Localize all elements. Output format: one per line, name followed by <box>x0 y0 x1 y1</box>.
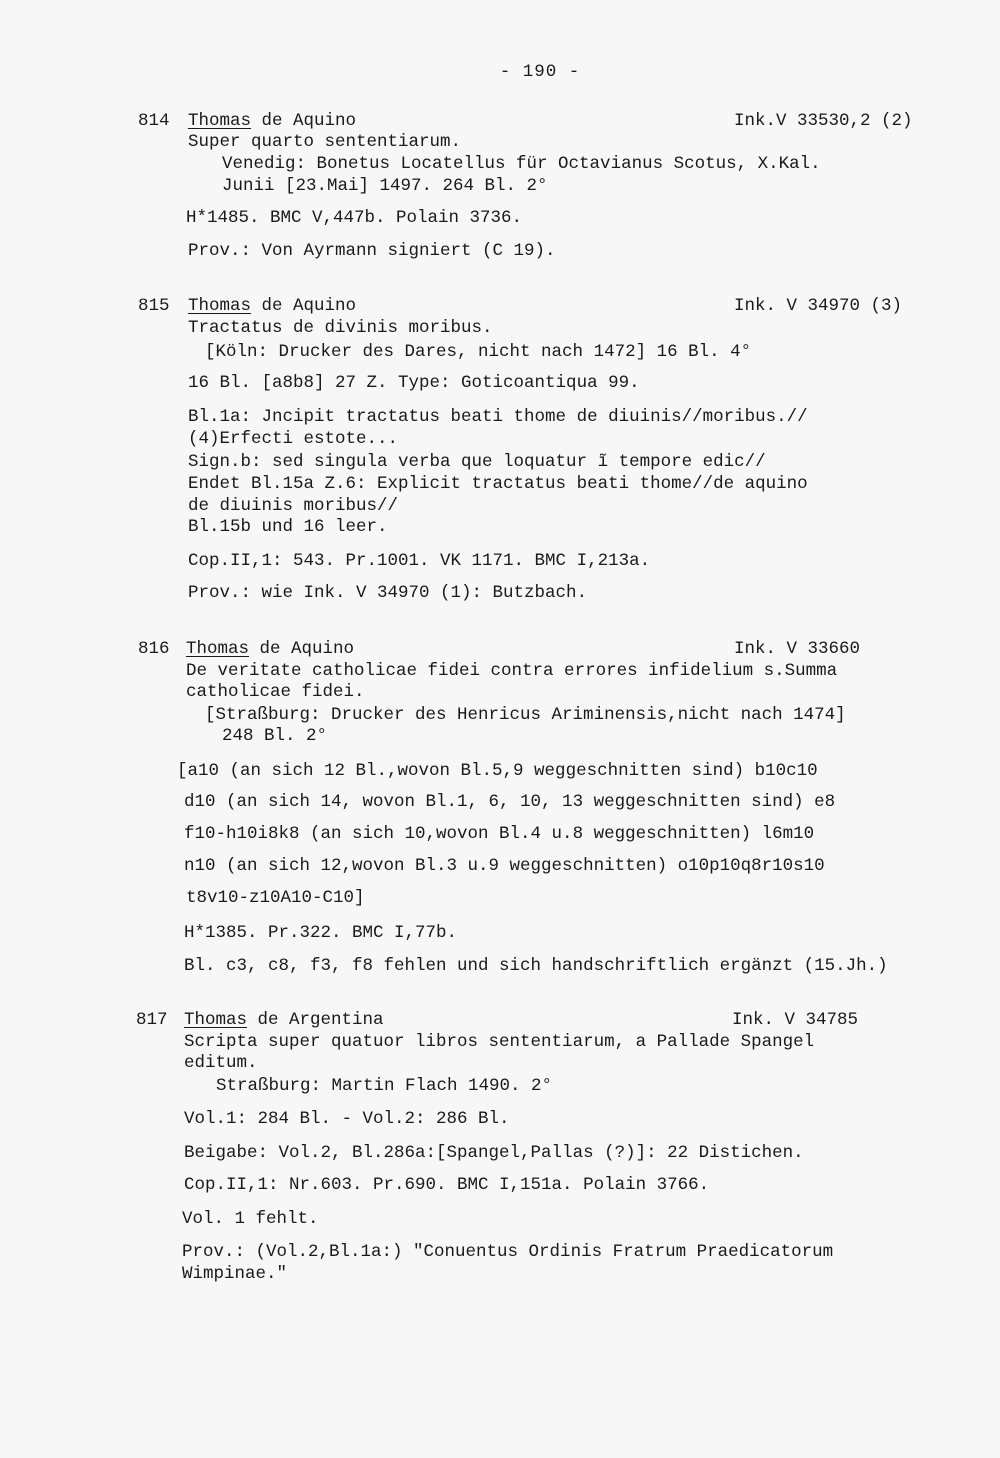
reference-line: Cop.II,1: Nr.603. Pr.690. BMC I,151a. Polain 3766. <box>184 1175 710 1195</box>
note-line: Bl.15b und 16 leer. <box>188 517 388 537</box>
signature-text-line: Sign.b: sed singula verba que loquatur ĩ tempore edic// <box>188 452 766 472</box>
imprint-line: Venedig: Bonetus Locatellus für Octavianus Scotus, X.Kal. <box>222 154 821 174</box>
title-line: Scripta super quatuor libros sententiarum, a Pallade Spangel <box>184 1032 815 1052</box>
imprint-line: 248 Bl. 2° <box>222 726 328 746</box>
reference-line: H*1385. Pr.322. BMC I,77b. <box>184 923 458 943</box>
incipit-line: Bl.1a: Jncipit tractatus beati thome de diuinis//moribus.// <box>188 407 808 427</box>
title-line: Tractatus de divinis moribus. <box>188 318 493 338</box>
title-line: editum. <box>184 1053 258 1073</box>
copy-note-line: Bl. c3, c8, f3, f8 fehlen und sich handschriftlich ergänzt (15.Jh.) <box>184 956 888 976</box>
entry-number: 816 <box>138 639 170 659</box>
imprint-line: [Straßburg: Drucker des Henricus Ariminensis,nicht nach 1474] <box>205 705 846 725</box>
addition-line: Beigabe: Vol.2, Bl.286a:[Spangel,Pallas (?)]: 22 Distichen. <box>184 1143 804 1163</box>
author-rest: de Aquino <box>251 296 357 316</box>
author-rest: de Argentina <box>247 1010 384 1030</box>
entry-author <box>188 295 356 317</box>
collation-line: d10 (an sich 14, wovon Bl.1, 6, 10, 13 weggeschnitten sind) e8 <box>184 792 836 812</box>
provenance-line: Prov.: Von Ayrmann signiert (C 19). <box>188 241 556 261</box>
author-rest: de Aquino <box>251 111 357 131</box>
provenance-line: Prov.: (Vol.2,Bl.1a:) "Conuentus Ordinis Fratrum Praedicatorum <box>182 1242 834 1262</box>
entry-number: 814 <box>138 111 170 131</box>
title-line: De veritate catholicae fidei contra errores infidelium s.Summa <box>186 661 838 681</box>
entry-author <box>184 1009 384 1031</box>
entry-number: 815 <box>138 296 170 316</box>
page-number: - 190 - <box>499 62 581 82</box>
entry-number: 817 <box>136 1010 168 1030</box>
collation-line: 16 Bl. [a8b8] 27 Z. Type: Goticoantiqua 99. <box>188 373 640 393</box>
entry-author <box>188 110 356 132</box>
imprint-line: Straßburg: Martin Flach 1490. 2° <box>216 1076 553 1096</box>
author-rest: de Aquino <box>249 639 355 659</box>
incipit-line: (4)Erfecti estote... <box>188 429 399 449</box>
explicit-line: Endet Bl.15a Z.6: Explicit tractatus beati thome//de aquino <box>188 474 808 494</box>
reference-line: H*1485. BMC V,447b. Polain 3736. <box>186 208 523 228</box>
volume-line: Vol.1: 284 Bl. - Vol.2: 286 Bl. <box>184 1109 510 1129</box>
entry-author <box>186 638 354 660</box>
shelfmark: Ink. V 34970 (3) <box>734 296 903 316</box>
author-surname: Thomas <box>184 1010 248 1030</box>
reference-line: Cop.II,1: 543. Pr.1001. VK 1171. BMC I,213a. <box>188 551 651 571</box>
shelfmark: Ink. V 34785 <box>732 1010 859 1030</box>
imprint-line: [Köln: Drucker des Dares, nicht nach 1472] 16 Bl. 4° <box>205 342 752 362</box>
provenance-line: Wimpinae." <box>182 1264 288 1284</box>
shelfmark: Ink.V 33530,2 (2) <box>734 111 913 131</box>
collation-line: t8v10-z10A10-C10] <box>186 888 365 908</box>
imprint-line: Junii [23.Mai] 1497. 264 Bl. 2° <box>222 176 548 196</box>
explicit-line: de diuinis moribus// <box>188 496 399 516</box>
provenance-line: Prov.: wie Ink. V 34970 (1): Butzbach. <box>188 583 588 603</box>
collation-line: f10-h10i8k8 (an sich 10,wovon Bl.4 u.8 weggeschnitten) l6m10 <box>184 824 815 844</box>
collation-line: [a10 (an sich 12 Bl.,wovon Bl.5,9 weggeschnitten sind) b10c10 <box>177 761 818 781</box>
author-surname: Thomas <box>188 111 252 131</box>
shelfmark: Ink. V 33660 <box>734 639 861 659</box>
note-line: Vol. 1 fehlt. <box>182 1209 319 1229</box>
author-surname: Thomas <box>186 639 250 659</box>
title-line: Super quarto sententiarum. <box>188 132 462 152</box>
title-line: catholicae fidei. <box>186 682 365 702</box>
collation-line: n10 (an sich 12,wovon Bl.3 u.9 weggeschnitten) o10p10q8r10s10 <box>184 856 825 876</box>
author-surname: Thomas <box>188 296 252 316</box>
